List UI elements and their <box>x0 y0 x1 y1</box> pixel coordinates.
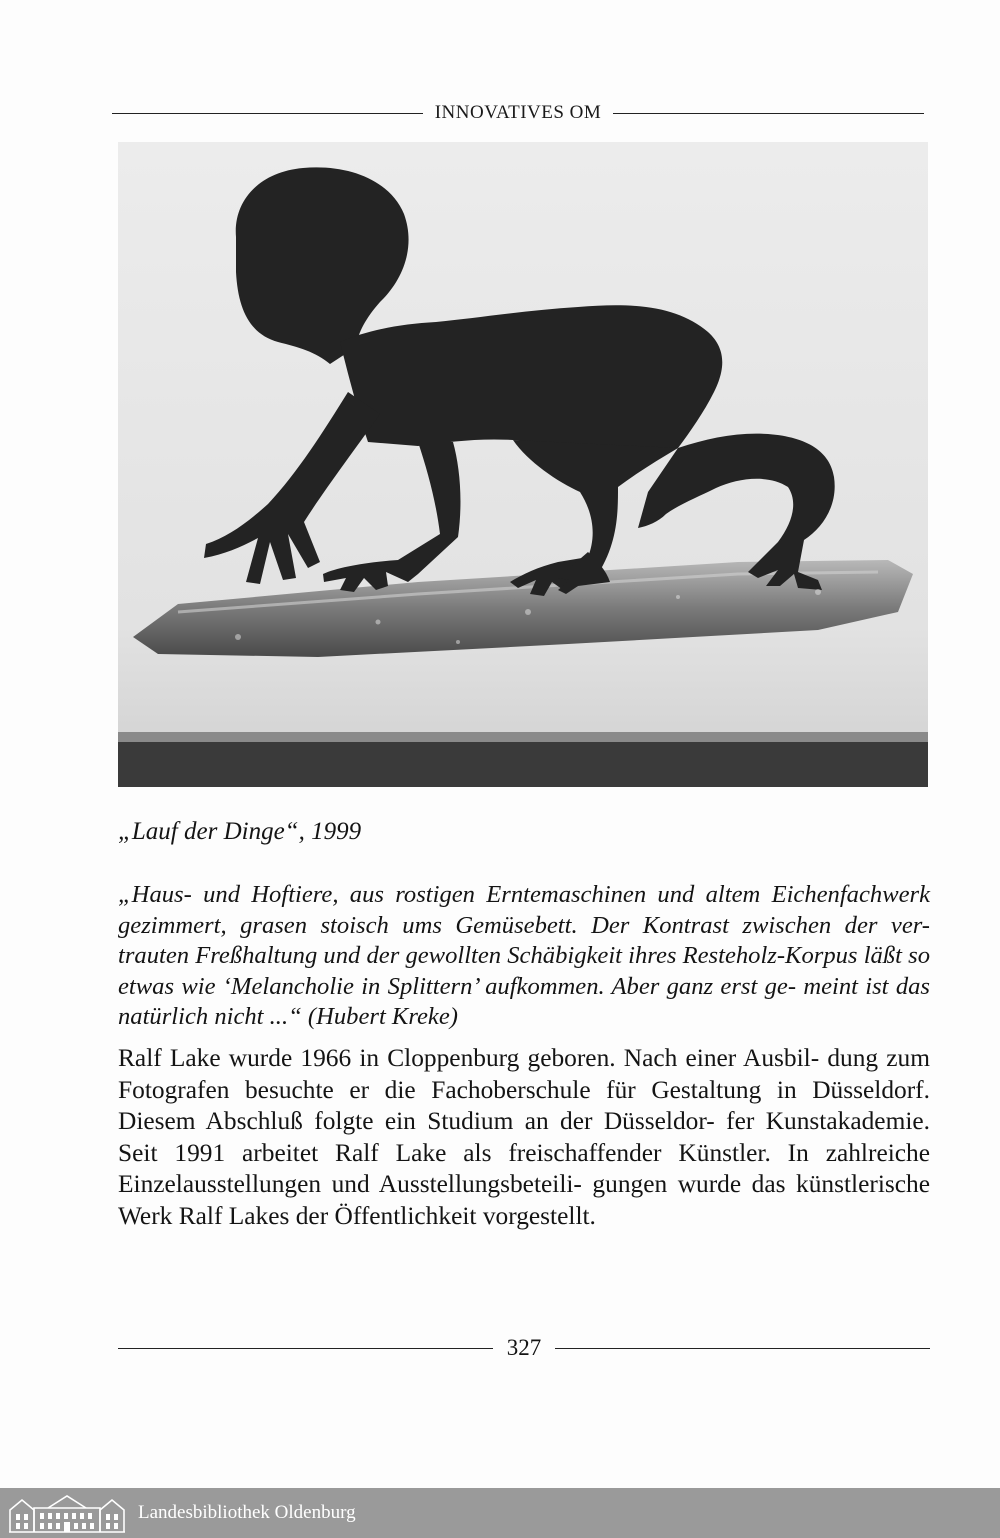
bio-line: Ralf Lake wurde 1966 in Cloppenburg geboren. Nach einer Ausbil- <box>118 1044 820 1072</box>
bio-line: dung zum Fotografen besuchte er die Fachoberschule für Gestaltung <box>118 1044 930 1104</box>
bio-line: Künstler. In zahlreiche Einzelausstellungen und Ausstellungsbeteili- <box>118 1138 930 1199</box>
library-name: Landesbibliothek Oldenburg <box>138 1502 356 1523</box>
quote-line: „Haus- und Hoftiere, aus rostigen Erntemaschinen und altem Eichenfachwerk <box>118 881 930 908</box>
quote-line: läßt so etwas wie ‘Melancholie in Splittern’ aufkommen. Aber ganz erst ge- <box>118 942 930 1000</box>
bio-line: gungen wurde das künstlerische Werk Ralf Lakes der Öffentlichkeit <box>118 1170 930 1230</box>
header-rule-right <box>613 113 924 114</box>
header-rule-left <box>112 113 423 114</box>
library-bar <box>0 1488 1000 1538</box>
bio-paragraph <box>118 1043 930 1233</box>
footer-rule-right <box>555 1348 930 1349</box>
running-head <box>112 98 924 128</box>
page-footer <box>118 1333 930 1363</box>
bio-line: in Düsseldorf. Diesem Abschluß folgte ein Studium an der Düsseldor- <box>118 1075 930 1136</box>
quote-line: trauten Freßhaltung und der gewollten Schäbigkeit ihres Resteholz-Korpus <box>118 942 858 970</box>
figure-caption: „Lauf der Dinge“, 1999 <box>118 818 362 845</box>
page-number: 327 <box>506 1335 542 1360</box>
bio-line: fer Kunstakademie. Seit 1991 arbeitet Ralf Lake als freischaffender <box>118 1107 930 1167</box>
quote-line: meint ist das natürlich nicht ...“ (Hubert Kreke) <box>118 972 930 1031</box>
quote-line: gezimmert, grasen stoisch ums Gemüsebett. Der Kontrast zwischen der ver- <box>118 911 930 939</box>
footer-rule-left <box>118 1348 493 1349</box>
library-building-icon <box>8 1492 126 1534</box>
quote-paragraph <box>118 880 930 1033</box>
sculpture-photo <box>118 142 928 787</box>
bio-line: vorgestellt. <box>482 1201 596 1230</box>
running-title: INNOVATIVES OM <box>434 102 602 123</box>
